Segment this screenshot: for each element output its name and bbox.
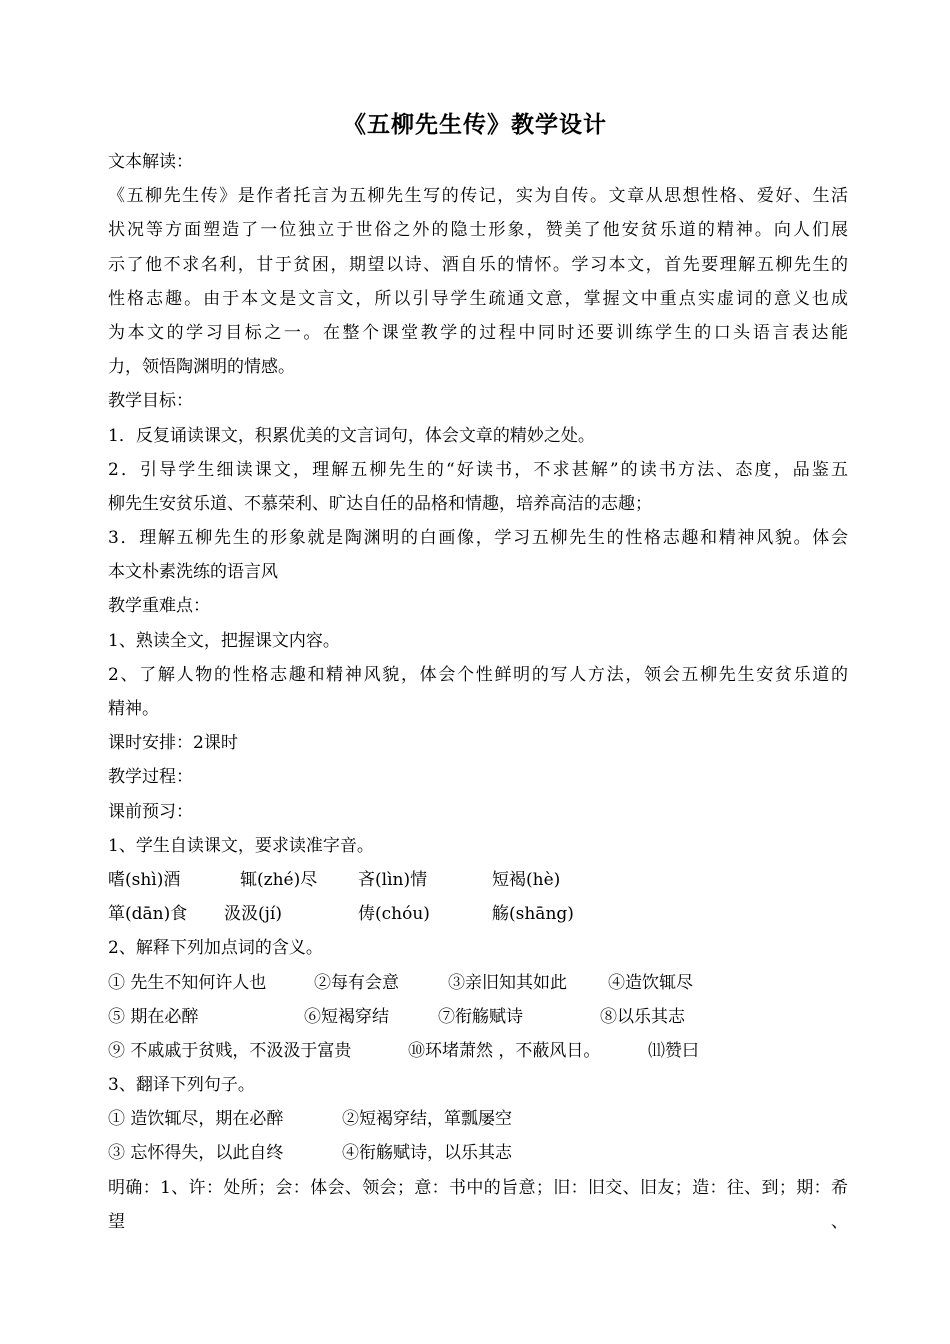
schedule-line: 课时安排：2课时: [108, 733, 238, 754]
paragraph-line: 《五柳先生传》是作者托言为五柳先生写的传记，实为自传。文章从思想性格、爱好、生活: [108, 186, 848, 207]
vocab-item: ⑤ 期在必醉: [108, 1006, 199, 1027]
pinyin-item: 箪(dān)食: [108, 904, 188, 925]
vocab-item: ⑨ 不戚戚于贫贱，不汲汲于富贵: [108, 1040, 352, 1061]
pinyin-item: 汲汲(jí): [224, 904, 282, 925]
vocab-item: ⑥短褐穿结: [304, 1006, 389, 1027]
section-heading: 教学目标：: [108, 391, 193, 412]
section-heading: 课前预习：: [108, 801, 193, 822]
pinyin-item: 辄(zhé)尽: [240, 869, 318, 890]
key-point-line: 2、了解人物的性格志趣和精神风貌，体会个性鲜明的写人方法，领会五柳先生安贫乐道的: [108, 664, 848, 685]
pinyin-item: 吝(lìn)情: [358, 869, 428, 890]
paragraph-line: 力，领悟陶渊明的情感。: [108, 357, 295, 378]
paragraph-line: 示了他不求名利，甘于贫困，期望以诗、酒自乐的情怀。学习本文，首先要理解五柳先生的: [108, 254, 848, 275]
objective-line: 2．引导学生细读课文，理解五柳先生的“好读书，不求甚解”的读书方法、态度，品鉴五: [108, 459, 848, 480]
key-point-line: 精神。: [108, 699, 159, 719]
translate-item: ③ 忘怀得失，以此自终: [108, 1143, 284, 1164]
objective-line: 3．理解五柳先生的形象就是陶渊明的白画像，学习五柳先生的性格志趣和精神风貌。体会: [108, 528, 848, 549]
vocab-item: ⑩环堵萧然 ，不蔽风日。: [408, 1040, 601, 1061]
translate-item: ④衔觞赋诗，以乐其志: [342, 1143, 512, 1164]
pinyin-item: 觞(shāng): [492, 904, 574, 925]
translate-row: [108, 1102, 848, 1136]
section-heading: 教学重难点：: [108, 596, 210, 617]
translate-item: ① 造饮辄尽，期在必醉: [108, 1109, 284, 1130]
vocab-item: ③亲旧知其如此: [448, 972, 567, 993]
pinyin-item: 俦(chóu): [358, 904, 430, 925]
objective-line: 柳先生安贫乐道、不慕荣利、旷达自任的品格和情趣，培养高洁的志趣；: [108, 493, 652, 514]
task-line: 1、学生自读课文，要求读准字音。: [108, 835, 374, 856]
objective-line: 1．反复诵读课文，积累优美的文言词句，体会文章的精妙之处。: [108, 425, 595, 446]
key-point-line: 1、熟读全文，把握课文内容。: [108, 630, 340, 651]
vocab-item: ① 先生不知何许人也: [108, 972, 267, 993]
task-line: 3、翻译下列句子。: [108, 1075, 255, 1096]
pinyin-row: [108, 863, 848, 897]
pinyin-item: 短褐(hè): [492, 869, 561, 890]
document-body: [108, 145, 848, 1232]
vocab-item: ②每有会意: [314, 972, 399, 993]
section-heading: 教学过程：: [108, 767, 193, 788]
pinyin-item: 嗜(shì)酒: [108, 869, 181, 890]
objective-line: 本文朴素洗练的语言风: [108, 562, 278, 583]
answer-line: 明确：1、许：处所；会：体会、领会；意：书中的旨意；旧：旧交、旧友；造：往、到；期：希望、: [108, 1177, 848, 1232]
vocab-row: [108, 1000, 848, 1034]
vocab-item: ⑧以乐其志: [600, 1006, 685, 1027]
vocab-item: ⑾赞曰: [648, 1040, 699, 1061]
vocab-item: ⑦衔觞赋诗: [438, 1006, 523, 1027]
translate-item: ②短褐穿结，箪瓢屡空: [342, 1109, 512, 1130]
vocab-item: ④造饮辄尽: [608, 972, 693, 993]
section-heading: 文本解读：: [108, 152, 193, 172]
paragraph-line: 状况等方面塑造了一位独立于世俗之外的隐士形象，赞美了他安贫乐道的精神。向人们展: [108, 220, 848, 241]
paragraph-line: 为本文的学习目标之一。在整个课堂教学的过程中同时还要训练学生的口头语言表达能: [108, 322, 848, 343]
document-title: 《五柳先生传》教学设计: [343, 111, 607, 138]
vocab-row: [108, 966, 848, 1000]
paragraph-line: 性格志趣。由于本文是文言文，所以引导学生疏通文意，掌握文中重点实虚词的意义也成: [108, 288, 848, 309]
translate-row: [108, 1136, 848, 1170]
pinyin-row: [108, 897, 848, 931]
vocab-row: [108, 1034, 848, 1068]
task-line: 2、解释下列加点词的含义。: [108, 938, 323, 959]
